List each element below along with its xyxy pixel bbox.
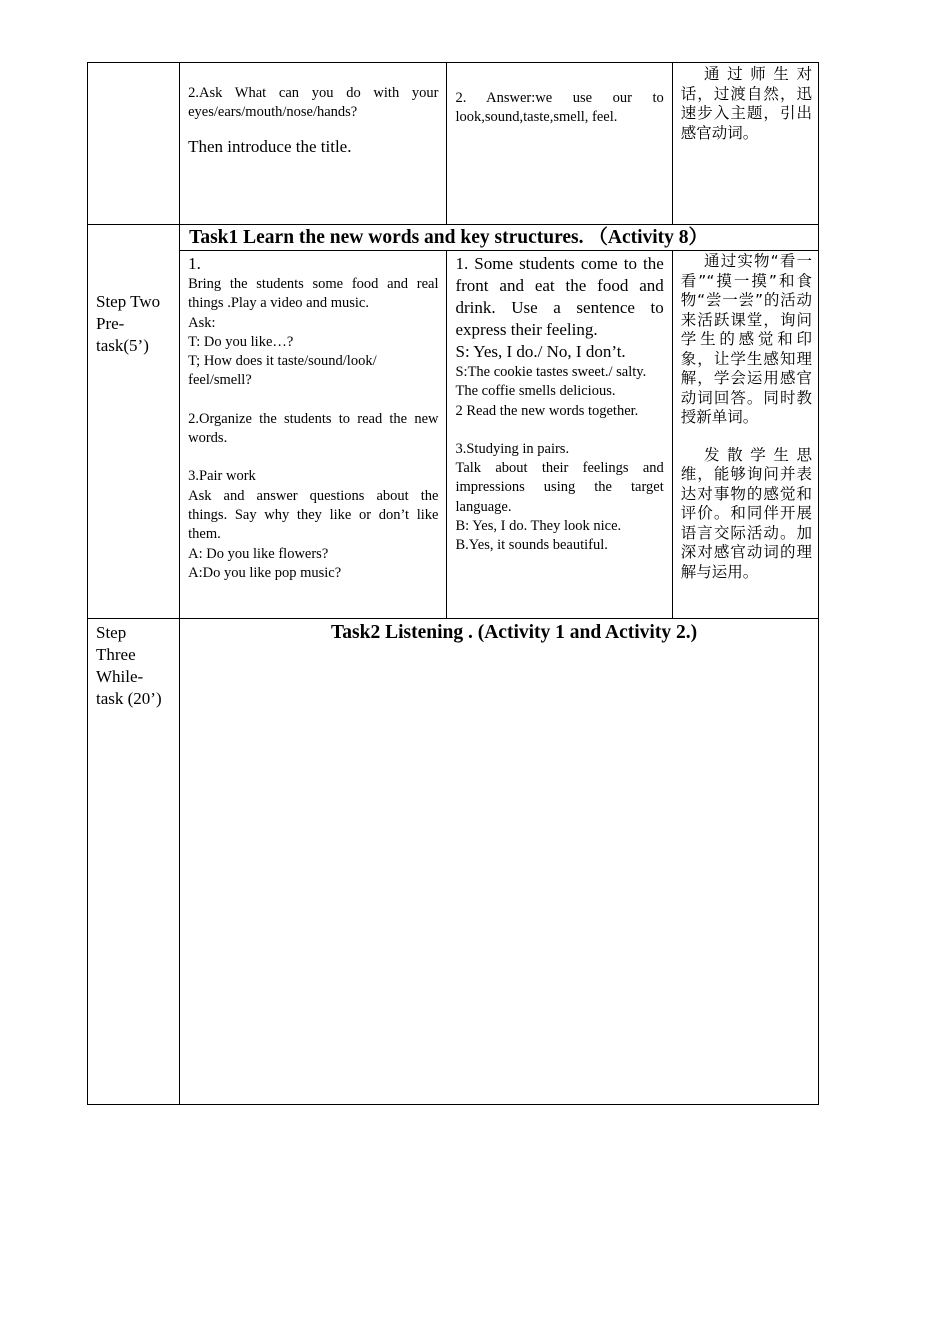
- step-three-label-cell: [88, 619, 180, 1105]
- step-two-label-cell: [88, 225, 180, 619]
- student-para-6: 3.Studying in pairs.: [455, 440, 570, 457]
- student-activity-cell: [447, 63, 672, 225]
- student-item-2: 2. Answer:we use our to look,sound,taste,smell, feel.: [455, 90, 664, 126]
- teacher-activity-cell: [180, 63, 447, 225]
- teacher-num-1: 1.: [188, 254, 201, 273]
- row-task1-heading: [88, 225, 819, 251]
- purpose-cell: [672, 63, 818, 225]
- lesson-plan-table: [87, 62, 819, 1105]
- purpose-text-2: 发散学生思维，能够询问并表达对事物的感觉和评价。和同伴开展语言交际活动。加深对感官动词的理解与运用。: [680, 445, 812, 581]
- student-para-1: 1. Some students come to the front and eat the food and drink. Use a sentence to express their feeling.: [455, 254, 664, 339]
- student-para-5: 2 Read the new words together.: [455, 402, 639, 419]
- step-cell-empty: [88, 63, 180, 225]
- teacher-para-3-title: 3.Pair work: [188, 468, 256, 485]
- row-step-three: [88, 619, 819, 1105]
- purpose-text-1: 通过实物“看一看”“摸一摸”和食物“尝一尝”的活动来活跃课堂，询问学生的感觉和印象，让学生感知理解，学会运用感官动词回答。同时教授新单词。: [680, 252, 812, 426]
- step-three-label-line4: task (20’): [96, 689, 162, 708]
- teacher-item-2: 2.Ask What can you do with your eyes/ears/mouth/nose/hands?: [188, 85, 439, 121]
- student-para-4: The coffie smells delicious.: [455, 383, 616, 400]
- teacher-para-3-body: Ask and answer questions about the things. Say why they like or don’t like them.: [188, 487, 439, 543]
- purpose-text: 通过师生对话，过渡自然，迅速步入主题，引出感官动词。: [680, 65, 812, 142]
- step-two-label-line3: task(5’): [96, 336, 149, 355]
- teacher-para-2: 2.Organize the students to read the new words.: [188, 410, 439, 447]
- student-reply-b1: B: Yes, I do. They look nice.: [455, 518, 622, 535]
- step-three-label-line2: Three: [96, 645, 136, 664]
- row-step-one-continued: [88, 63, 819, 225]
- teacher-question-1: T: Do you like…?: [188, 333, 294, 350]
- student-activity-cell: [447, 251, 672, 619]
- step-three-label-line3: While-: [96, 667, 144, 686]
- teacher-question-2: T; How does it taste/sound/look/ feel/smell?: [188, 353, 377, 389]
- task1-title: Task1 Learn the new words and key structures. （Activity 8）: [180, 225, 819, 251]
- teacher-pair-a1: A: Do you like flowers?: [188, 545, 329, 562]
- student-para-2: S: Yes, I do./ No, I don’t.: [455, 342, 626, 361]
- teacher-activity-cell: [180, 251, 447, 619]
- purpose-cell: [672, 251, 818, 619]
- student-reply-b2: B.Yes, it sounds beautiful.: [455, 537, 608, 554]
- step-three-label-line1: Step: [96, 623, 127, 642]
- student-para-3: S:The cookie tastes sweet./ salty.: [455, 364, 647, 380]
- student-para-7: Talk about their feelings and impressions using the target language.: [455, 460, 664, 515]
- teacher-pair-a2: A:Do you like pop music?: [188, 564, 342, 581]
- teacher-intro: Then introduce the title.: [188, 136, 352, 156]
- step-two-label-line2: Pre-: [96, 314, 125, 333]
- step-two-label-line1: Step Two: [96, 292, 161, 311]
- teacher-para-1: Bring the students some food and real things .Play a video and music.: [188, 276, 439, 312]
- row-task1-content: [88, 251, 819, 619]
- teacher-ask: Ask:: [188, 314, 216, 331]
- task2-title-cell: [180, 619, 819, 1105]
- task2-title: Task2 Listening . (Activity 1 and Activity 2.): [331, 622, 698, 643]
